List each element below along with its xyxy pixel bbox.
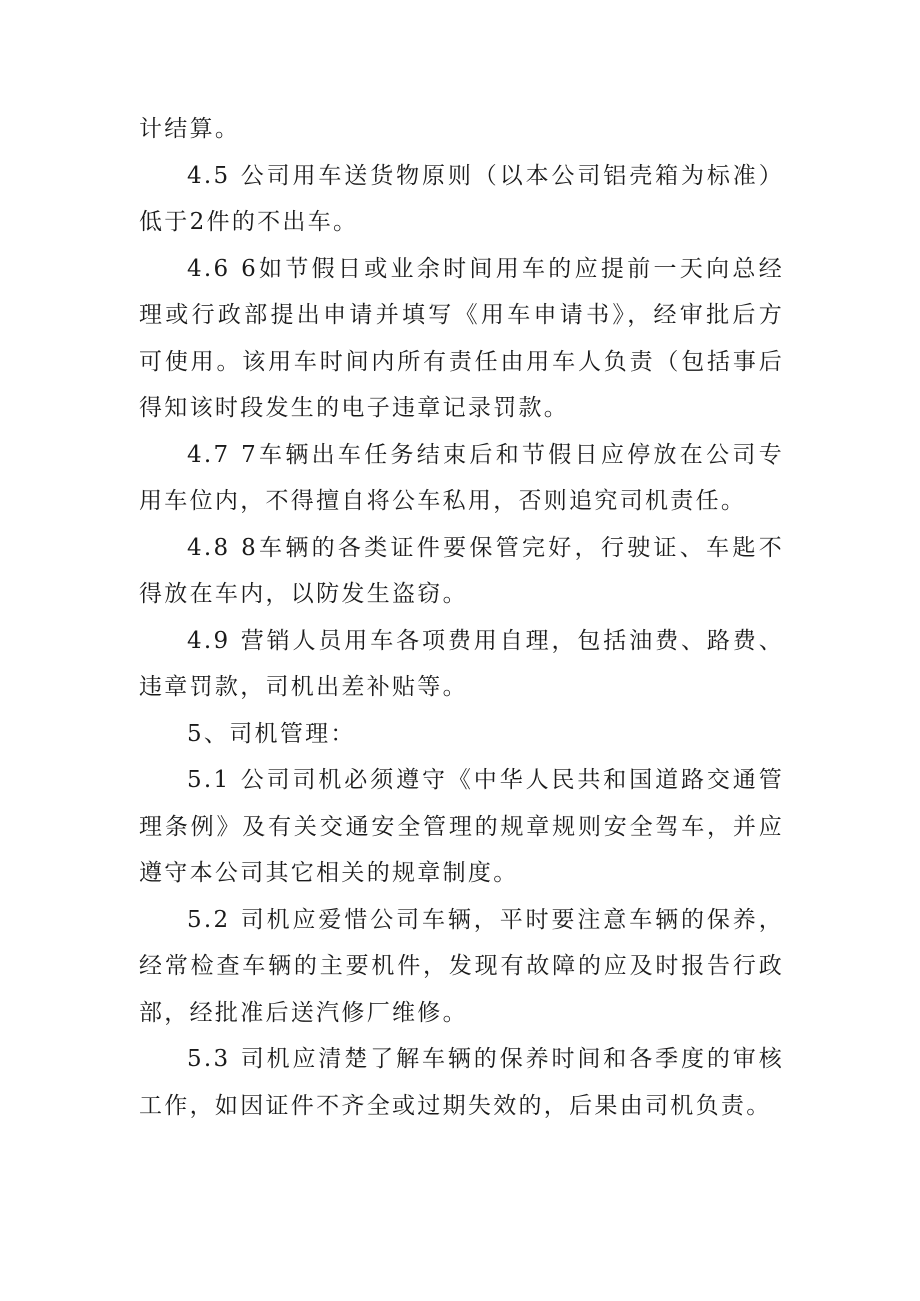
paragraph-4-9: 4.9 营销人员用车各项费用自理，包括油费、路费、违章罚款，司机出差补贴等。 — [139, 627, 784, 700]
paragraph-4-6: 4.6 6如节假日或业余时间用车的应提前一天向总经理或行政部提出申请并填写《用车申请书》，经审批后方可使用。该用车时间内所有责任由用车人负责（包括事后得知该时段发生的电子违章记录罚款。 — [139, 255, 784, 421]
document-body — [139, 106, 784, 1129]
paragraph-continuation: 计结算。 — [139, 116, 241, 142]
paragraph-4-8: 4.8 8车辆的各类证件要保管完好，行驶证、车匙不得放在车内，以防发生盗窃。 — [139, 534, 784, 607]
paragraph-5-2: 5.2 司机应爱惜公司车辆，平时要注意车辆的保养，经常检查车辆的主要机件，发现有故障的应及时报告行政部，经批准后送汽修厂维修。 — [139, 906, 784, 1026]
paragraph-4-5: 4.5 公司用车送货物原则（以本公司铝壳箱为标准）低于2件的不出车。 — [139, 162, 784, 235]
paragraph-4-7: 4.7 7车辆出车任务结束后和节假日应停放在公司专用车位内，不得擅自将公车私用，否则追究司机责任。 — [139, 441, 784, 514]
paragraph-5-3: 5.3 司机应清楚了解车辆的保养时间和各季度的审核工作，如因证件不齐全或过期失效的，后果由司机负责。 — [139, 1046, 784, 1119]
section-heading-5: 5、司机管理： — [187, 720, 356, 747]
paragraph-5-1: 5.1 公司司机必须遵守《中华人民共和国道路交通管理条例》及有关交通安全管理的规章规则安全驾车，并应遵守本公司其它相关的规章制度。 — [139, 767, 784, 886]
